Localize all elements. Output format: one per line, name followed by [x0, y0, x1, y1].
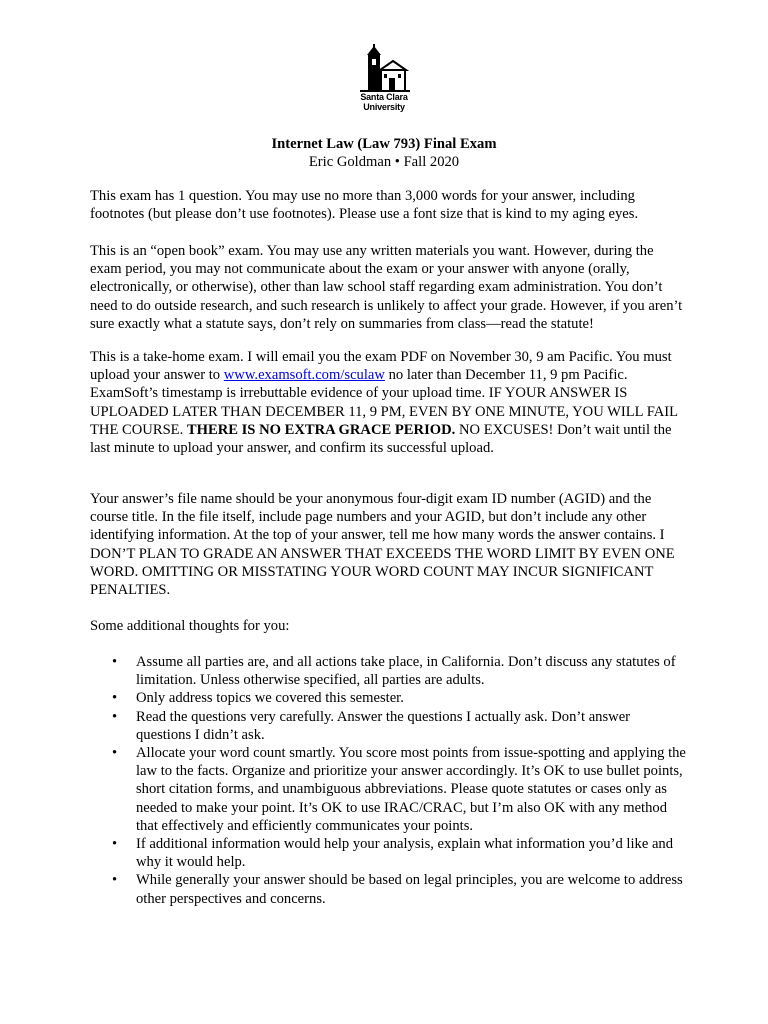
list-item: [90, 708, 688, 744]
list-item: [90, 871, 688, 907]
list-item-text: Allocate your word count smartly. You score most points from issue-spotting and applying the law to the facts. Organize and prioritize your answer accordingly. It’s OK to use bullet points, short citation forms, and unambiguous abbreviations. Please quote statutes or cases only as needed to make your point. It’s OK to use IRAC/CRAC, but I’m also OK with any method that effectively and efficiently communicates your points.: [136, 745, 686, 834]
grace-period-warning: THERE IS NO EXTRA GRACE PERIOD.: [186, 421, 456, 438]
title-block: [90, 135, 678, 171]
paragraph-word-limit: This exam has 1 question. You may use no more than 3,000 words for your answer, including footnotes (but please don’t use footnotes). Please use a font size that is kind to my aging eyes.: [90, 188, 639, 223]
bullet-icon: •: [112, 690, 118, 707]
bullet-icon: •: [112, 872, 118, 889]
take-home-text-1: This is a take-home exam. I will email you the exam PDF on November 30, 9 am Pacific. You must upload your answer to: [90, 349, 672, 384]
university-logo: [344, 44, 424, 112]
list-item: [90, 653, 688, 689]
list-item-text: Assume all parties are, and all actions take place, in California. Don’t discuss any statutes of limitation. Unless otherwise specified, all parties are adults.: [136, 654, 676, 689]
list-item-text: While generally your answer should be based on legal principles, you are welcome to address other perspectives and concerns.: [136, 872, 683, 907]
paragraph-open-book: This is an “open book” exam. You may use any written materials you want. However, during the exam period, you may not communicate about the exam or your answer with anyone (orally, electronically, or otherwise), other than law school staff regarding exam administration. You don’t need to do outside research, and such research is unlikely to affect your grade. However, if you aren’t sure exactly what a statute says, don’t rely on summaries from class—read the statute!: [90, 243, 683, 332]
list-item: [90, 744, 688, 835]
take-home-text-3: NO EXCUSES! Don’t wait until the last minute to upload your answer, and confirm its successful upload.: [90, 421, 672, 457]
logo-text-line1: Santa Clara: [360, 92, 408, 102]
bullet-icon: •: [112, 708, 118, 725]
paragraph-additional-thoughts: Some additional thoughts for you:: [90, 618, 290, 634]
thoughts-list: [90, 653, 688, 908]
mission-church-icon: [356, 44, 412, 92]
examsoft-link[interactable]: www.examsoft.com/sculaw: [223, 367, 385, 384]
list-item-text: Only address topics we covered this semester.: [136, 690, 404, 707]
exam-subtitle: Eric Goldman • Fall 2020: [308, 154, 460, 171]
bullet-icon: •: [112, 745, 118, 762]
paragraph-take-home: [90, 348, 688, 457]
exam-title: Internet Law (Law 793) Final Exam: [271, 136, 497, 152]
logo-text-line2: University: [363, 102, 405, 112]
list-item: [90, 689, 688, 707]
paragraph-file-name: Your answer’s file name should be your anonymous four-digit exam ID number (AGID) and the course title. In the file itself, include page numbers and your AGID, but don’t include any other identifying information. At the top of your answer, tell me how many words the answer contains. I DON’T PLAN TO GRADE AN ANSWER THAT EXCEEDS THE WORD LIMIT BY EVEN ONE WORD. OMITTING OR MISSTATING YOUR WORD COUNT MAY INCUR SIGNIFICANT PENALTIES.: [90, 491, 675, 599]
take-home-text-2: no later than December 11, 9 pm Pacific. ExamSoft’s timestamp is irrebuttable evidence of your upload time. IF YOUR ANSWER IS UPLOADED LATER THAN DECEMBER 11, 9 PM, EVEN BY ONE MINUTE, YOU WILL FAIL THE COURSE.: [90, 367, 678, 438]
list-item: [90, 835, 688, 871]
list-item-text: Read the questions very carefully. Answer the questions I actually ask. Don’t answer questions I didn’t ask.: [136, 708, 631, 743]
bullet-icon: •: [112, 836, 118, 853]
bullet-icon: •: [112, 654, 118, 670]
list-item-text: If additional information would help your analysis, explain what information you’d like and why it would help.: [136, 836, 674, 871]
